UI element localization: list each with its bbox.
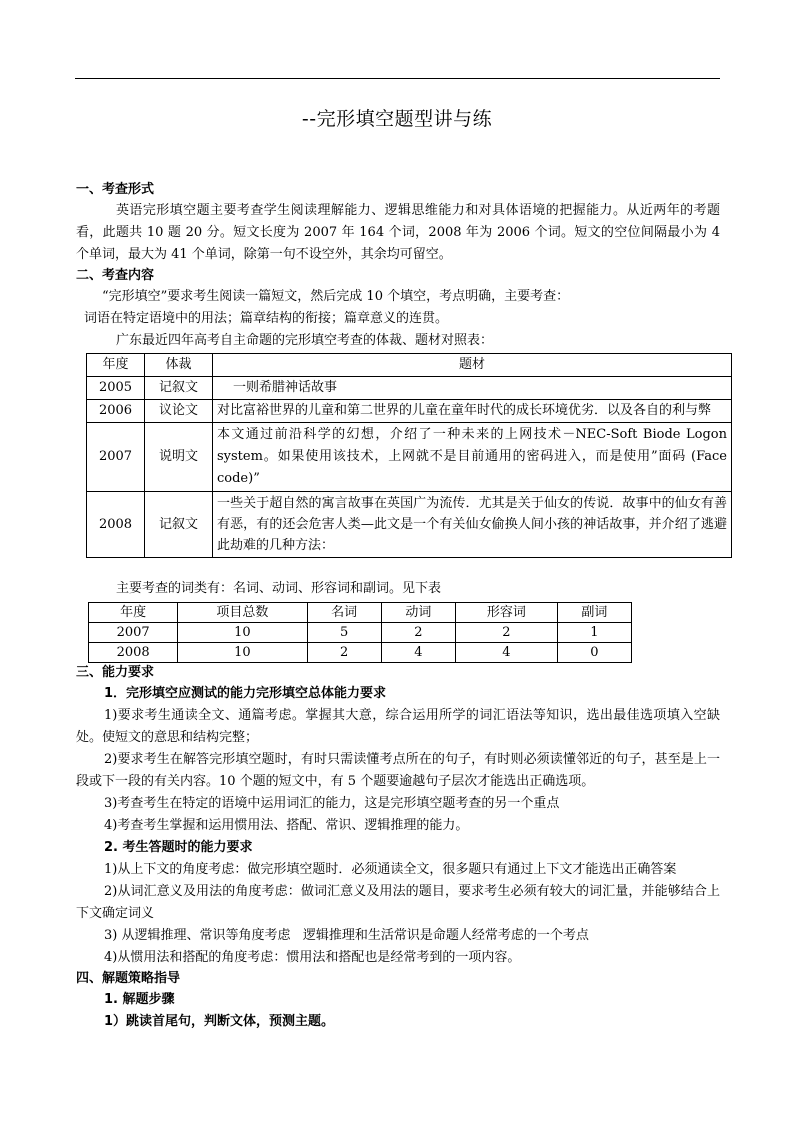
table-cell: 2007 — [89, 623, 178, 643]
table-header-cell: 名词 — [307, 603, 381, 623]
genre-topic-table — [86, 353, 732, 558]
section-heading: 四、解题策略指导 — [76, 971, 181, 986]
table-cell-topic: 对比富裕世界的儿童和第二世界的儿童在童年时代的成长环境优劣．以及各自的利与弊 — [213, 400, 732, 423]
list-item: 2)从词汇意义及用法的角度考虑：做词汇意义及用法的题目，要求考生必须有较大的词汇量，并能够结合上下文确定词义 — [76, 884, 720, 921]
table-row — [87, 377, 732, 400]
table-cell: 10 — [178, 643, 307, 663]
table-header-cell: 副词 — [557, 603, 631, 623]
header-rule — [75, 78, 720, 79]
list-item: 4)从惯用法和搭配的角度考虑：惯用法和搭配也是经常考到的一项内容。 — [104, 950, 521, 965]
table-cell-year: 2008 — [87, 492, 145, 558]
table-header-cell: 题材 — [213, 354, 732, 377]
subsection-heading: 1. 解题步骤 — [104, 992, 175, 1007]
table-caption: 主要考查的词类有：名词、动词、形容词和副词。见下表 — [116, 581, 442, 596]
page-title: --完形填空题型讲与练 — [301, 108, 493, 130]
section-heading: 三、能力要求 — [76, 665, 155, 680]
table-cell-genre: 议论文 — [145, 400, 213, 423]
table-cell: 2 — [307, 643, 381, 663]
table-cell: 2008 — [89, 643, 178, 663]
table-cell-topic: 一则希腊神话故事 — [213, 377, 732, 400]
paragraph: 词语在特定语境中的用法；篇章结构的衔接；篇章意义的连贯。 — [84, 311, 449, 326]
table-cell: 5 — [307, 623, 381, 643]
list-item: 4)考查考生掌握和运用惯用法、搭配、常识、逻辑推理的能力。 — [104, 818, 469, 833]
table-header-row — [87, 354, 732, 377]
word-class-table — [88, 602, 632, 663]
table-cell-genre: 记叙文 — [145, 492, 213, 558]
table-row — [87, 400, 732, 423]
table-header-cell: 年度 — [89, 603, 178, 623]
table-cell-genre: 记叙文 — [145, 377, 213, 400]
table-row — [89, 623, 632, 643]
spacer — [76, 558, 720, 578]
table-header-cell: 体裁 — [145, 354, 213, 377]
section-heading: 二、考查内容 — [76, 268, 155, 283]
table-header-cell: 动词 — [381, 603, 455, 623]
table-row — [87, 492, 732, 558]
table-cell: 0 — [557, 643, 631, 663]
list-item: 2)要求考生在解答完形填空题时，有时只需读懂考点所在的句子，有时则必须读懂邻近的句子，甚至是上一段或下一段的有关内容。10 个题的短文中，有 5 个题要逾越句子层次才能选出正确选项。 — [76, 752, 720, 789]
list-item: 1)要求考生通读全文、通篇考虑。掌握其大意，综合运用所学的词汇语法等知识，选出最佳选项填入空缺处。使短文的意思和结构完整； — [76, 708, 720, 745]
table-header-cell: 项目总数 — [178, 603, 307, 623]
paragraph: “完形填空”要求考生阅读一篇短文，然后完成 10 个填空，考点明确，主要考查： — [102, 289, 570, 304]
table-cell: 2 — [455, 623, 557, 643]
table-cell-year: 2007 — [87, 423, 145, 492]
table-header-row — [89, 603, 632, 623]
list-item: 3)考查考生在特定的语境中运用词汇的能力，这是完形填空题考查的另一个重点 — [104, 796, 560, 811]
table-cell: 1 — [557, 623, 631, 643]
table-header-cell: 形容词 — [455, 603, 557, 623]
subsection-heading: 1．完形填空应测试的能力完形填空总体能力要求 — [104, 686, 387, 701]
table-cell: 10 — [178, 623, 307, 643]
list-item: 3) 从逻辑推理、常识等角度考虑 逻辑推理和生活常识是命题人经常考虑的一个考点 — [104, 928, 589, 943]
paragraph: 英语完形填空题主要考查学生阅读理解能力、逻辑思维能力和对具体语境的把握能力。从近两年的考题看，此题共 10 题 20 分。短文长度为 2007 年 164 个词，2008 年为 2006 个词。短文的空位间隔最小为 4 个单词，最大为 41 个单词，除第一句不设空外，其余均可留空。 — [76, 203, 720, 262]
table-cell-topic: 一些关于超自然的寓言故事在英国广为流传．尤其是关于仙女的传说．故事中的仙女有善有恶，有的还会危害人类—此文是一个有关仙女偷换人间小孩的神话故事，并介绍了逃避此劫难的几种方法： — [213, 492, 732, 558]
table-cell-year: 2005 — [87, 377, 145, 400]
table-row — [87, 423, 732, 492]
table-cell-genre: 说明文 — [145, 423, 213, 492]
table-caption: 广东最近四年高考自主命题的完形填空考查的体裁、题材对照表： — [116, 333, 494, 348]
section-heading: 一、考查形式 — [76, 182, 155, 197]
table-header-cell: 年度 — [87, 354, 145, 377]
table-row — [89, 643, 632, 663]
table-cell-topic: 本文通过前沿科学的幻想，介绍了一种未来的上网技术－NEC-Soft Biode Logon system。如果使用该技术，上网就不是目前通用的密码进入，而是使用”面码 (Face code)” — [213, 423, 732, 492]
table-cell-year: 2006 — [87, 400, 145, 423]
table-cell: 4 — [381, 643, 455, 663]
subsection-heading: 2. 考生答题时的能力要求 — [104, 840, 253, 855]
table-cell: 4 — [455, 643, 557, 663]
table-cell: 2 — [381, 623, 455, 643]
list-item: 1)从上下文的角度考虑：做完形填空题时．必须通读全文，很多题只有通过上下文才能选出正确答案 — [104, 862, 677, 877]
step-heading: 1）跳读首尾句，判断文体，预测主题。 — [104, 1014, 335, 1029]
document-body — [76, 180, 727, 1033]
